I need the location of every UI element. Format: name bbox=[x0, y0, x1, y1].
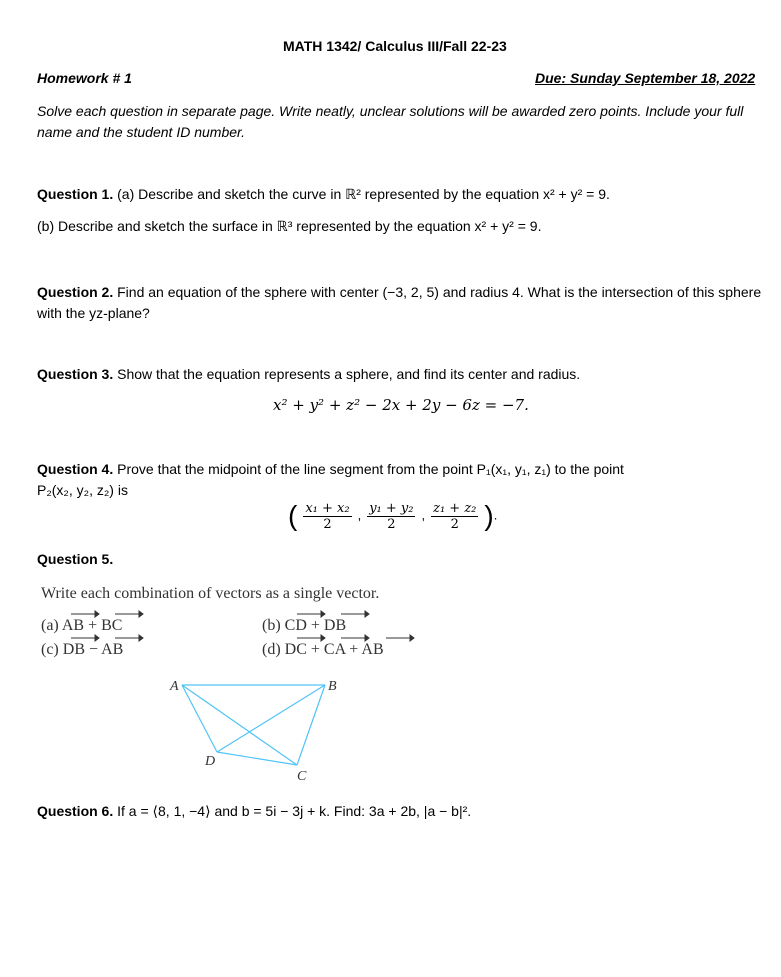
point-d: D bbox=[205, 754, 216, 769]
question-4-text2: P₂(x₂, y₂, z₂) is bbox=[37, 482, 128, 498]
question-6 bbox=[37, 803, 471, 820]
edge-ad bbox=[182, 685, 217, 752]
question-5b: (b) CD + DB bbox=[262, 617, 347, 634]
question-5a: (a) AB + BC bbox=[41, 617, 123, 634]
question-1a: (a) Describe and sketch the curve in ℝ² represented by the equation x² + y² = 9. bbox=[117, 186, 610, 202]
midpoint-z-fraction: $\frac{\text{z₁ + z₂}}{2}$ bbox=[433, 500, 477, 532]
point-c: C bbox=[297, 769, 307, 784]
course-title: MATH 1342/ Calculus III/Fall 22-23 bbox=[283, 38, 507, 54]
due-date: Due: Sunday September 18, 2022 bbox=[535, 70, 756, 86]
midpoint-y-fraction: $\frac{\text{y₁ + y₂}}{2}$ bbox=[369, 500, 414, 532]
question-2-label: Question 2. bbox=[37, 284, 114, 300]
point-a: A bbox=[170, 679, 179, 694]
question-5-label: Question 5. bbox=[37, 551, 114, 567]
question-4-label: Question 4. bbox=[37, 461, 114, 477]
question-5-intro: Write each combination of vectors as a single vector. bbox=[41, 585, 380, 602]
instructions: Solve each question in separate page. Write neatly, unclear solutions will be awarded zero points. Include your full name and the student ID number. bbox=[37, 103, 744, 140]
homework-label: Homework # 1 bbox=[37, 70, 132, 86]
edge-dc bbox=[217, 752, 297, 765]
question-6-label: Question 6. bbox=[37, 803, 114, 819]
edge-ac bbox=[182, 685, 297, 765]
question-3-label: Question 3. bbox=[37, 366, 114, 382]
question-5c: (c) DB − AB bbox=[41, 641, 124, 658]
question-4-text: Prove that the midpoint of the line segment from the point P₁(x₁, y₁, z₁) to the point bbox=[117, 461, 624, 477]
edge-bc bbox=[297, 685, 325, 765]
question-3-equation: x² + y² + z² − 2x + 2y − 6z = −7. bbox=[273, 396, 529, 414]
point-b: B bbox=[328, 679, 337, 694]
question-1b: (b) Describe and sketch the surface in ℝ³ represented by the equation x² + y² = 9. bbox=[37, 218, 542, 234]
question-3-text: Show that the equation represents a sphere, and find its center and radius. bbox=[117, 366, 581, 382]
midpoint-formula: ( $\frac{\text{x₁ + x₂}}{2}$ , $\frac{\text{y₁ + y₂}}{2}$ , $\frac{\text{z₁ + z₂}}{2}$ ). bbox=[288, 500, 498, 532]
question-6-text: If a = ⟨8, 1, −4⟩ and b = 5i − 3j + k. Find: 3a + 2b, |a − b|². bbox=[117, 803, 472, 819]
question-1-label: Question 1. bbox=[37, 186, 114, 202]
question-2-text: Find an equation of the sphere with center (−3, 2, 5) and radius 4. What is the intersection of this sphere with the yz-plane? bbox=[37, 284, 762, 321]
midpoint-x-fraction: $\frac{\text{x₁ + x₂}}{2}$ bbox=[305, 500, 350, 532]
edge-db bbox=[217, 685, 325, 752]
vector-diagram bbox=[160, 672, 340, 787]
question-5d: (d) DC + CA + AB bbox=[262, 641, 384, 658]
